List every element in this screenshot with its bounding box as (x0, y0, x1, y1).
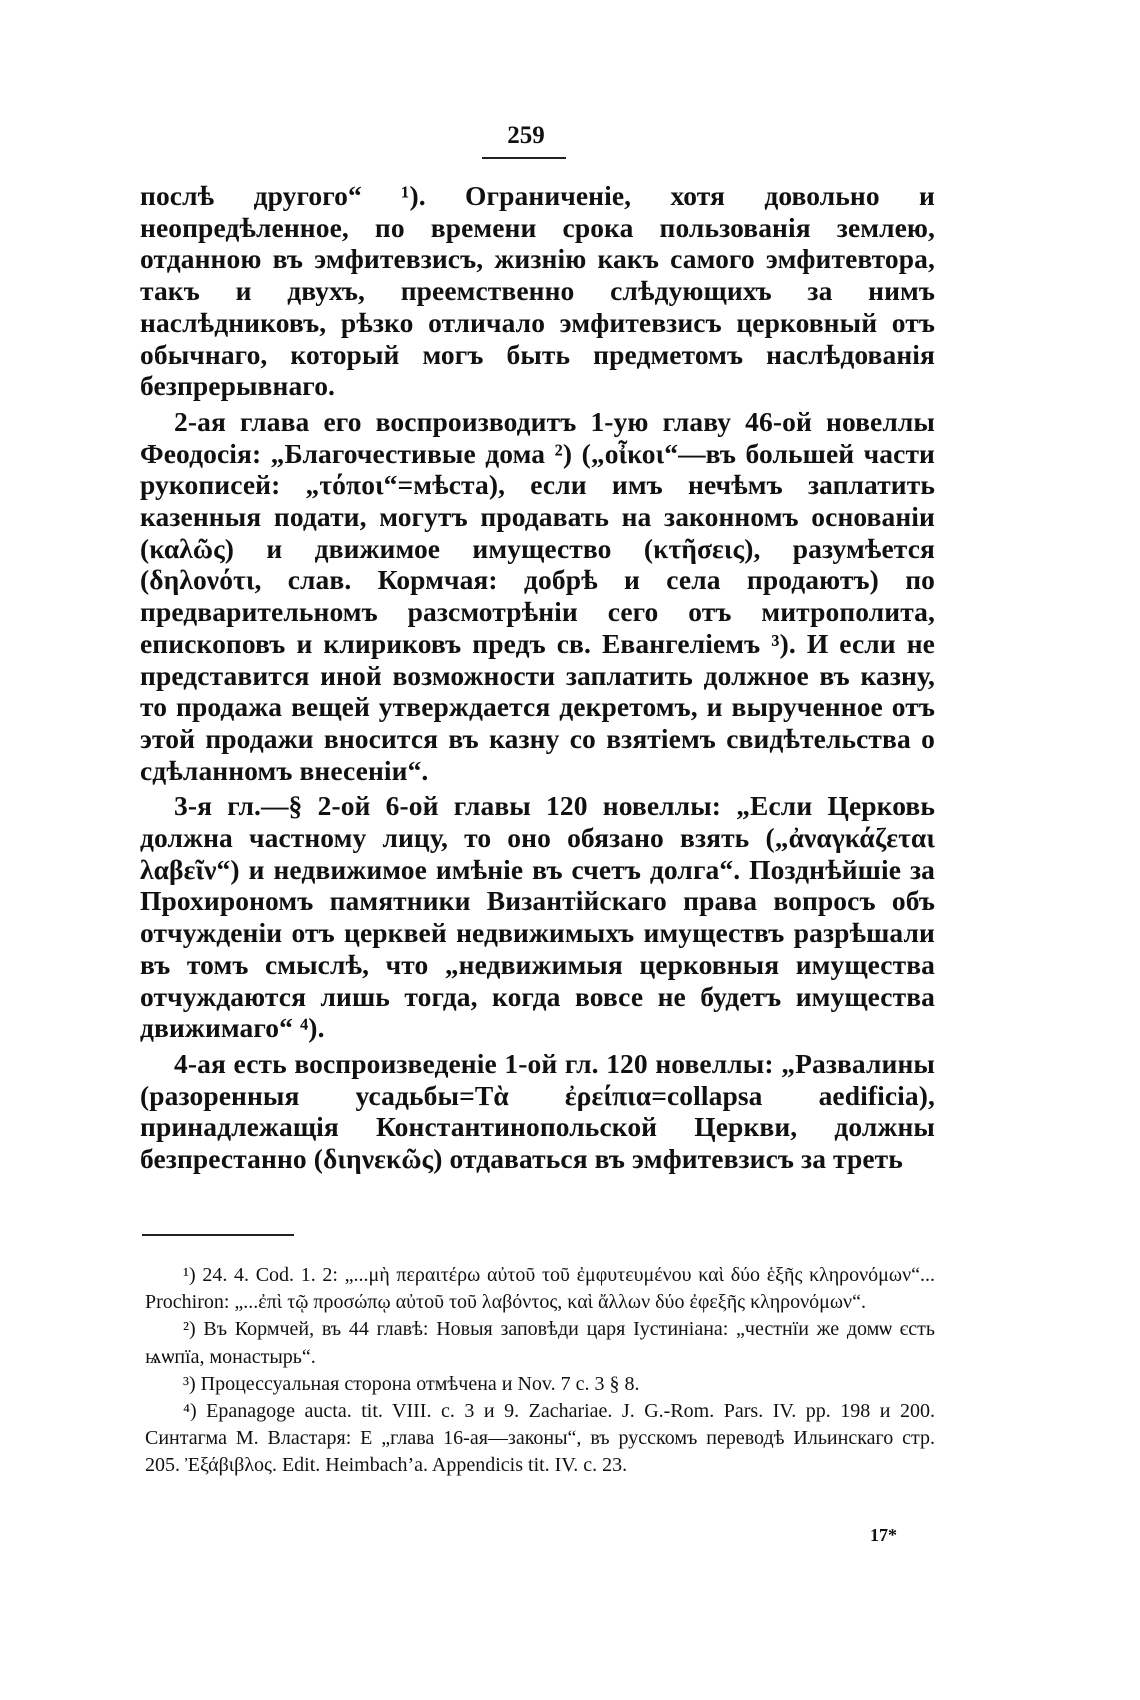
paragraph-2: 2-ая глава его воспроизводитъ 1-ую главу 46-ой новеллы Феодосія: „Благочестивые дома ²) („οἶκοι“—въ большей части рукописей: „τόποι“=мѣста), если имъ нечѣмъ заплатить казенныя подати, могутъ продавать на законномъ основаніи (καλῶς) и движимое имущество (κτῆσεις), разумѣется (δηλονότι, слав. Кормчая: добрѣ и села продаютъ) по предварительномъ разсмотрѣніи сего отъ митрополита, епископовъ и клириковъ предъ св. Евангеліемъ ³). И если не представится иной возможности заплатить должное въ казну, то продажа вещей утверждается декретомъ, и вырученное отъ этой продажи вносится въ казну со взятіемъ свидѣтельства о сдѣланномъ внесеніи“. (140, 405, 935, 786)
printer-signature: 17* (870, 1525, 897, 1545)
paragraph-4: 4-ая есть воспроизведеніе 1-ой гл. 120 новеллы: „Развалины (разоренныя усадьбы=Τὰ ἐρείπια=collapsa aedificia), принадлежащія Константинопольской Церкви, должны безпрестанно (διηνεκῶς) отдаваться въ эмфитевзисъ за треть (140, 1047, 935, 1175)
footnote-4: ⁴) Epanagoge aucta. tit. VIII. c. 3 и 9. Zachariae. J. G.-Rom. Pars. IV. pp. 198 и 200. Синтагма М. Властаря: Е „глава 16-ая—законы“, въ русскомъ переводѣ Ильинскаго стр. 205. Ἐξάβιβλος. Edit. Heimbach’a. Appendicis tit. IV. c. 23. (145, 1400, 935, 1477)
footnote-1: ¹) 24. 4. Cod. 1. 2: „...μὴ περαιτέρω αὐτοῦ τοῦ ἐμφυτευμένου καὶ δύο ἑξῆς κληρονόμων“... Prochiron: „...ἐπὶ τῷ προσώπῳ αὐτοῦ τοῦ λαβόντος, καὶ ἄλλων δύο ἐφεξῆς κληρονόμων“. (145, 1264, 935, 1314)
paragraph-3: 3-я гл.—§ 2-ой 6-ой главы 120 новеллы: „Если Церковь должна частному лицу, то оно обязано взять („ἀναγκάζεται λαβεῖν“) и недвижимое имѣніе въ счетъ долга“. Позднѣйшіе за Прохирономъ памятники Византійскаго права вопросъ объ отчужденіи отъ церквей недвижимыхъ имуществъ разрѣшали въ томъ смыслѣ, что „недвижимыя церковныя имущества отчуждаются лишь тогда, когда вовсе не будетъ имущества движимаго“ ⁴). (140, 790, 935, 1044)
footnote-2: ²) Въ Кормчей, въ 44 главѣ: Новыя заповѣди царя Іустиніана: „честнїи же домѡ єсть ѩѡпїа, монастырь“. (145, 1318, 935, 1368)
paragraph-1: послѣ другого“ ¹). Ограниченіе, хотя довольно и неопредѣленное, по времени срока пользованія землею, отданною въ эмфитевзисъ, жизнію какъ самого эмфитевтора, такъ и двухъ, преемственно слѣдующихъ за нимъ наслѣдниковъ, рѣзко отличало эмфитевзисъ церковный отъ обычнаго, который могъ быть предметомъ наслѣдованія безпрерывнаго. (140, 180, 935, 402)
footnote-3: ³) Процессуальная сторона отмѣчена и Nov. 7 c. 3 § 8. (183, 1372, 640, 1395)
footnotes (145, 1262, 935, 1480)
footnote-rule (142, 1234, 294, 1236)
page-number: 259 (507, 122, 545, 149)
page-number-rule (482, 157, 566, 159)
main-text (140, 180, 935, 1175)
